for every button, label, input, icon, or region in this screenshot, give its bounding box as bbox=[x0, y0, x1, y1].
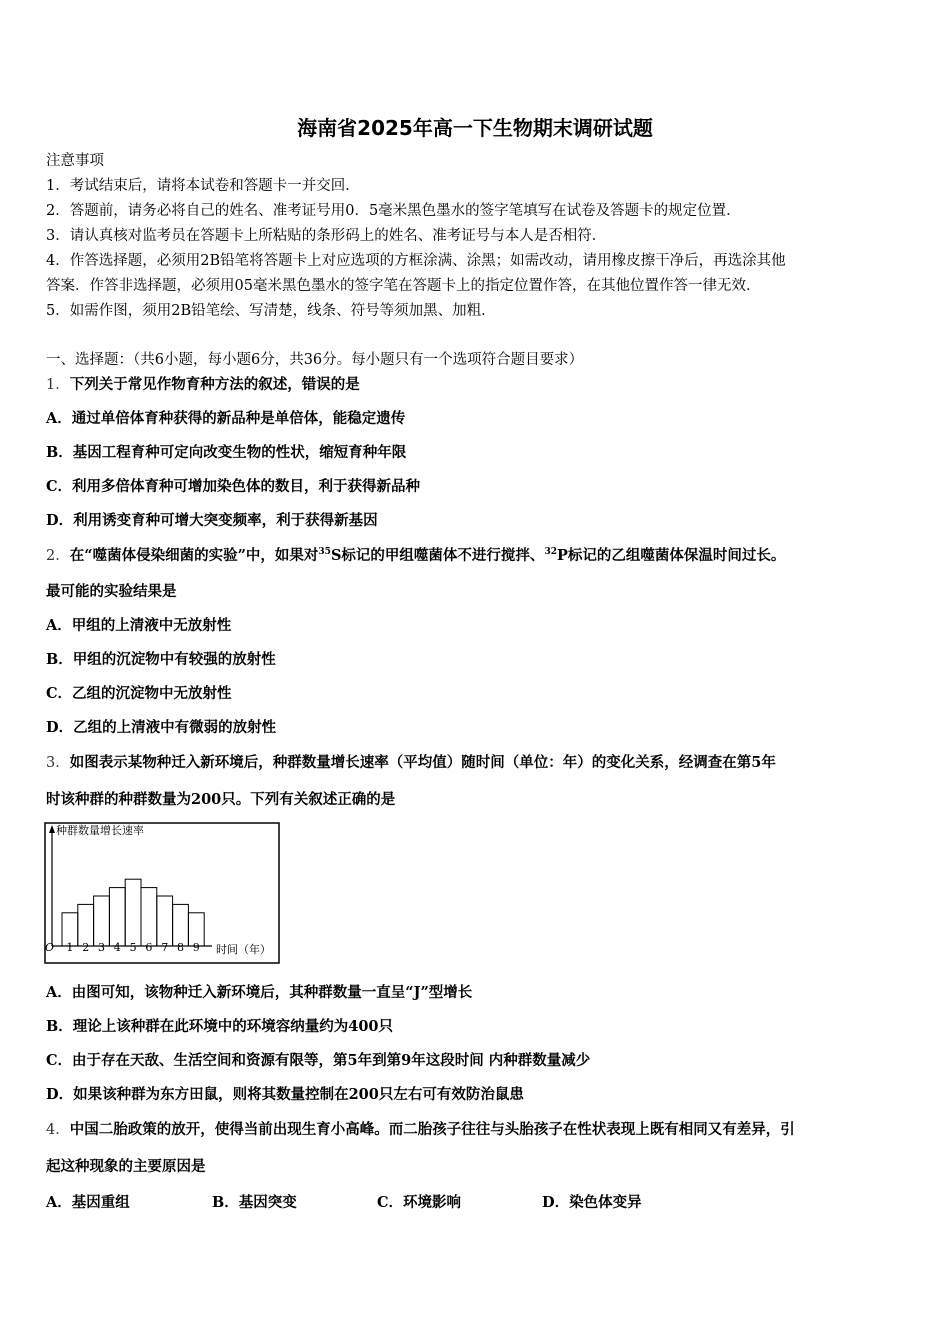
option-d: D．乙组的上清液中有微弱的放射性 bbox=[46, 719, 277, 736]
option-b: B．甲组的沉淀物中有较强的放射性 bbox=[46, 651, 276, 668]
bar-year-7 bbox=[157, 896, 173, 946]
x-tick-label: 4 bbox=[113, 941, 121, 954]
question-3-stem-cont: 时该种群的种群数量为200只。下列有关叙述正确的是 bbox=[46, 791, 396, 808]
notice-item: 2．答题前，请务必将自己的姓名、准考证号用0．5毫米黑色墨水的签字笔填写在试卷及答题卡的规定位置． bbox=[46, 203, 741, 219]
exam-title: 海南省2025年高一下生物期末调研试题 bbox=[297, 116, 653, 140]
option-c: C．乙组的沉淀物中无放射性 bbox=[46, 685, 232, 702]
question-2-stem-cont: 最可能的实验结果是 bbox=[46, 583, 177, 600]
option-d: D．染色体变异 bbox=[542, 1194, 642, 1211]
x-tick-label: 2 bbox=[82, 941, 90, 954]
question-text: 下列关于常见作物育种方法的叙述，错误的是 bbox=[69, 376, 360, 393]
option-a: A．通过单倍体育种获得的新品种是单倍体，能稳定遗传 bbox=[46, 410, 406, 427]
question-1-stem bbox=[46, 375, 360, 395]
question-2-stem bbox=[46, 546, 785, 566]
option-d: D．如果该种群为东方田鼠，则将其数量控制在200只左右可有效防治鼠患 bbox=[46, 1086, 524, 1103]
question-text: S标记的甲组噬菌体不进行搅拌、 bbox=[330, 547, 545, 564]
option-c: C．环境影响 bbox=[377, 1194, 462, 1211]
option-c: C．利用多倍体育种可增加染色体的数目，利于获得新品种 bbox=[46, 478, 421, 495]
notice-heading: 注意事项 bbox=[46, 153, 104, 169]
notice-item: 1．考试结束后，请将本试卷和答题卡一并交回． bbox=[46, 178, 360, 194]
section-heading: 一、选择题：（共6小题，每小题6分，共36分。每小题只有一个选项符合题目要求） bbox=[46, 352, 584, 368]
question-number: 1． bbox=[46, 377, 70, 393]
question-text: 中国二胎政策的放开，使得当前出现生育小高峰。而二胎孩子往往与头胎孩子在性状表现上既有相同又有差异，引 bbox=[69, 1121, 795, 1138]
question-number: 2． bbox=[46, 548, 70, 564]
bar-year-6 bbox=[141, 888, 157, 946]
question-4-stem bbox=[46, 1120, 795, 1140]
x-axis-label: 时间（年） bbox=[216, 943, 271, 956]
x-tick-label: 1 bbox=[66, 941, 74, 954]
x-tick-label: 7 bbox=[161, 941, 169, 954]
notice-item: 5．如需作图，须用2B铅笔绘、写清楚，线条、符号等须加黑、加粗． bbox=[46, 303, 496, 319]
question-text: 在“噬菌体侵染细菌的实验”中，如果对 bbox=[69, 547, 319, 564]
bar-year-2 bbox=[78, 904, 94, 946]
question-4-options bbox=[46, 1191, 906, 1211]
option-c: C．由于存在天敌、生活空间和资源有限等，第5年到第9年这段时间 内种群数量减少 bbox=[46, 1052, 591, 1069]
notice-item: 3．请认真核对监考员在答题卡上所粘贴的条形码上的姓名、准考证号与本人是否相符． bbox=[46, 228, 607, 244]
option-b: B．基因工程育种可定向改变生物的性状，缩短育种年限 bbox=[46, 444, 407, 461]
option-d: D．利用诱变育种可增大突变频率，利于获得新基因 bbox=[46, 512, 378, 529]
growth-rate-chart bbox=[44, 822, 282, 966]
bar-year-4 bbox=[109, 888, 125, 946]
y-axis-label: 种群数量增长速率 bbox=[56, 824, 144, 837]
x-tick-label: 9 bbox=[192, 941, 200, 954]
question-number: 4． bbox=[46, 1122, 70, 1138]
isotope-superscript: 35 bbox=[318, 547, 331, 558]
question-3-stem bbox=[46, 753, 776, 773]
x-tick-label: 6 bbox=[145, 941, 153, 954]
option-b: B．基因突变 bbox=[212, 1194, 297, 1211]
question-text: 如图表示某物种迁入新环境后，种群数量增长速率（平均值）随时间（单位：年）的变化关系，经调查在第5年 bbox=[69, 754, 776, 771]
question-4-stem-cont: 起这种现象的主要原因是 bbox=[46, 1158, 206, 1175]
y-axis-arrow bbox=[49, 825, 55, 833]
option-a: A．由图可知，该物种迁入新环境后，其种群数量一直呈“J”型增长 bbox=[46, 984, 473, 1001]
option-a: A．基因重组 bbox=[46, 1194, 130, 1211]
question-number: 3． bbox=[46, 755, 70, 771]
notice-item: 4．作答选择题，必须用2B铅笔将答题卡上对应选项的方框涂满、涂黑；如需改动，请用橡皮擦干净后，再选涂其他 bbox=[46, 253, 786, 269]
x-tick-label: 5 bbox=[129, 941, 137, 954]
bar-year-3 bbox=[94, 896, 110, 946]
x-tick-label: 3 bbox=[98, 941, 105, 954]
notice-item: 答案．作答非选择题，必须用05毫米黑色墨水的签字笔在答题卡上的指定位置作答，在其他位置作答一律无效． bbox=[46, 278, 761, 294]
option-a: A．甲组的上清液中无放射性 bbox=[46, 617, 232, 634]
bar-year-8 bbox=[173, 904, 189, 946]
isotope-superscript: 32 bbox=[544, 547, 557, 558]
question-text: P标记的乙组噬菌体保温时间过长。 bbox=[556, 547, 786, 564]
bar-year-5 bbox=[125, 879, 141, 946]
option-b: B．理论上该种群在此环境中的环境容纳量约为400只 bbox=[46, 1018, 394, 1035]
origin-label: O bbox=[45, 941, 55, 954]
x-tick-label: 8 bbox=[177, 941, 184, 954]
